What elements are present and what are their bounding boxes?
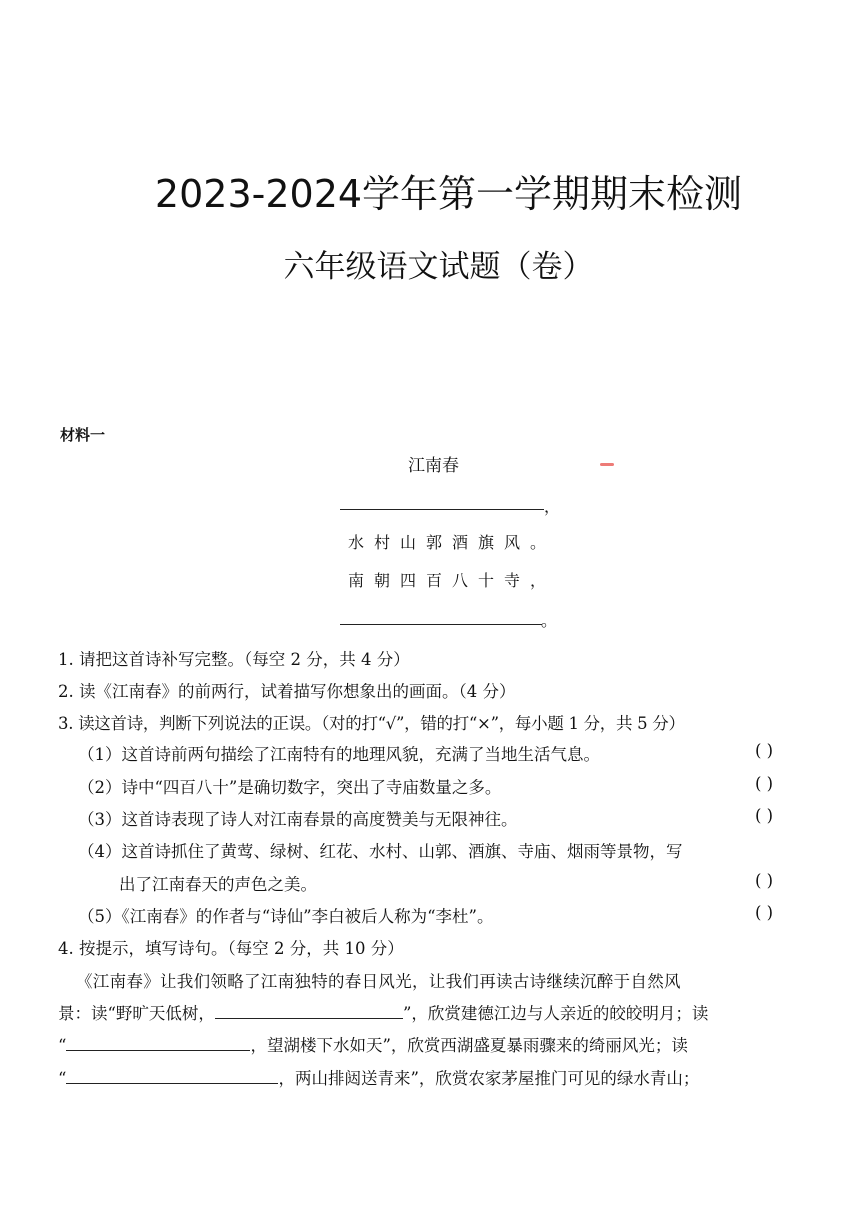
q3-item-1: （1）这首诗前两句描绘了江南特有的地理风貌，充满了当地生活气息。 (78, 745, 600, 764)
q4-line3-start: “ (58, 1036, 67, 1055)
q4-paragraph-line-2 (58, 1000, 708, 1024)
q4-line4-start: “ (58, 1069, 67, 1088)
q4-line2-end: ”，欣赏建德江边与人亲近的皎皎明月；读 (402, 1004, 709, 1023)
q3-item-2: （2）诗中“四百八十”是确切数字，突出了寺庙数量之多。 (78, 778, 502, 797)
q4-line3-end: ，望湖楼下水如天”，欣赏西湖盛夏暴雨骤来的绮丽风光；读 (250, 1036, 688, 1055)
q3-answer-3[interactable]: ( ) (755, 806, 774, 825)
poem-line-2: 水村山郭酒旗风。 (348, 533, 557, 552)
q4-line4-end: ，两山排闼送青来”，欣赏农家茅屋推门可见的绿水青山； (278, 1069, 700, 1088)
q4-blank-3[interactable] (66, 1069, 278, 1084)
poem-line-3: 南朝四百八十寺， (348, 571, 557, 590)
q3-item-4: （4）这首诗抓住了黄莺、绿树、红花、水村、山郭、酒旗、寺庙、烟雨等景物，写 (78, 842, 683, 861)
q3-item-3: （3）这首诗表现了诗人对江南春景的高度赞美与无限神往。 (78, 810, 518, 829)
q3-answer-4[interactable]: ( ) (755, 871, 774, 890)
q4-paragraph-line-3 (58, 1032, 688, 1056)
question-2: 2. 读《江南春》的前两行，试着描写你想象出的画面。（4 分） (58, 682, 516, 701)
q3-item-5: （5）《江南春》的作者与“诗仙”李白被后人称为“李杜”。 (78, 907, 494, 926)
q3-item-4-cont: 出了江南春天的声色之美。 (119, 875, 317, 894)
q4-blank-2[interactable] (66, 1036, 250, 1051)
question-3: 3. 读这首诗，判断下列说法的正误。（对的打“√”，错的打“×”，每小题 1 分，共 5 分） (58, 714, 685, 733)
question-4: 4. 按提示，填写诗句。（每空 2 分，共 10 分） (58, 939, 404, 958)
q4-paragraph-line-1: 《江南春》让我们领略了江南独特的春日风光，让我们再读古诗继续沉醉于自然风 (76, 972, 681, 991)
q3-answer-1[interactable]: ( ) (755, 741, 774, 760)
material-label: 材料一 (60, 426, 106, 444)
poem-title: 江南春 (408, 456, 459, 476)
q4-paragraph-line-4 (58, 1065, 699, 1089)
poem-blank-1[interactable] (340, 509, 544, 510)
question-1: 1. 请把这首诗补写完整。（每空 2 分，共 4 分） (58, 650, 410, 669)
poem-line-1-punct: ， (544, 497, 561, 516)
q3-answer-5[interactable]: ( ) (755, 903, 774, 922)
red-mark (600, 463, 614, 466)
page-title: 2023-2024学年第一学期期末检测 (154, 172, 743, 216)
q4-blank-1[interactable] (215, 1004, 403, 1019)
poem-line-4-punct: 。 (541, 611, 558, 630)
poem-blank-4[interactable] (340, 624, 542, 625)
page-subtitle: 六年级语文试题（卷） (283, 249, 594, 285)
q4-line2-start: 景：读“野旷天低树， (58, 1004, 215, 1023)
q3-answer-2[interactable]: ( ) (755, 774, 774, 793)
